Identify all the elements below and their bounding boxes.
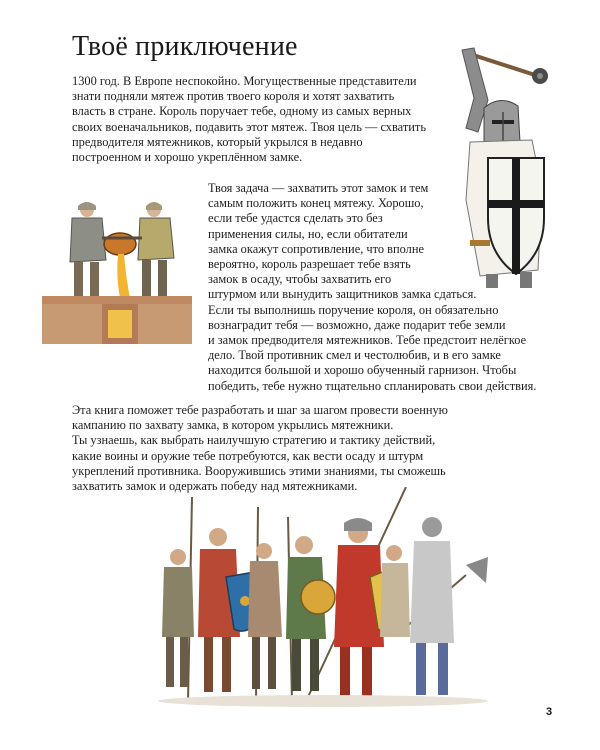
- book-description-paragraph: Эта книга поможет тебе разработать и шаг за шагом провести военную кампанию по захвату замка, в котором укрылись мятежники. Ты узнаешь, как выбрать наилучшую стратегию и тактику действий, какие воины и оружие тебе потребуются, как вести осаду и штурм укреплений противника. Вооружившись этими знаниями, ты сможешь захватить замок и одержать победу над мятежниками.: [72, 403, 448, 494]
- task-paragraph: Твоя задача — захватить этот замок и тем самым положить конец мятежу. Хорошо, если тебе удастся сделать это без применения силы, но, если обитатели замка окажут сопротивление, что вполне вероятно, король разрешает тебе взять замок в осаду, чтобы захватить его штурмом или вынудить защитников замка сдаться. Если ты выполнишь поручение короля, он обязательно вознаградит тебя — возможно, даже подарит тебе земли и замок предводителя мятежников. Тебе предстоит нелёгкое дело. Твой противник смел и честолюбив, и в его замке находится большой и хорошо обученный гарнизон. Чтобы победить, тебе нужно тщательно спланировать свои действия.: [208, 181, 537, 393]
- workers-illustration: [42, 198, 192, 348]
- page-title: Твоё приключение: [72, 31, 298, 62]
- page-number: 3: [546, 706, 553, 718]
- soldiers-illustration: [148, 487, 498, 712]
- knight-illustration: [440, 40, 558, 290]
- intro-paragraph: 1300 год. В Европе неспокойно. Могущественные представители знати подняли мятеж против твоего короля и хотят захватить власть в стране. Король поручает тебе, одному из самых верных своих военачальников, подавить этот мятеж. Твоя цель — схватить предводителя мятежников, который укрылся в недавно построенном и хорошо укреплённом замке.: [72, 74, 426, 165]
